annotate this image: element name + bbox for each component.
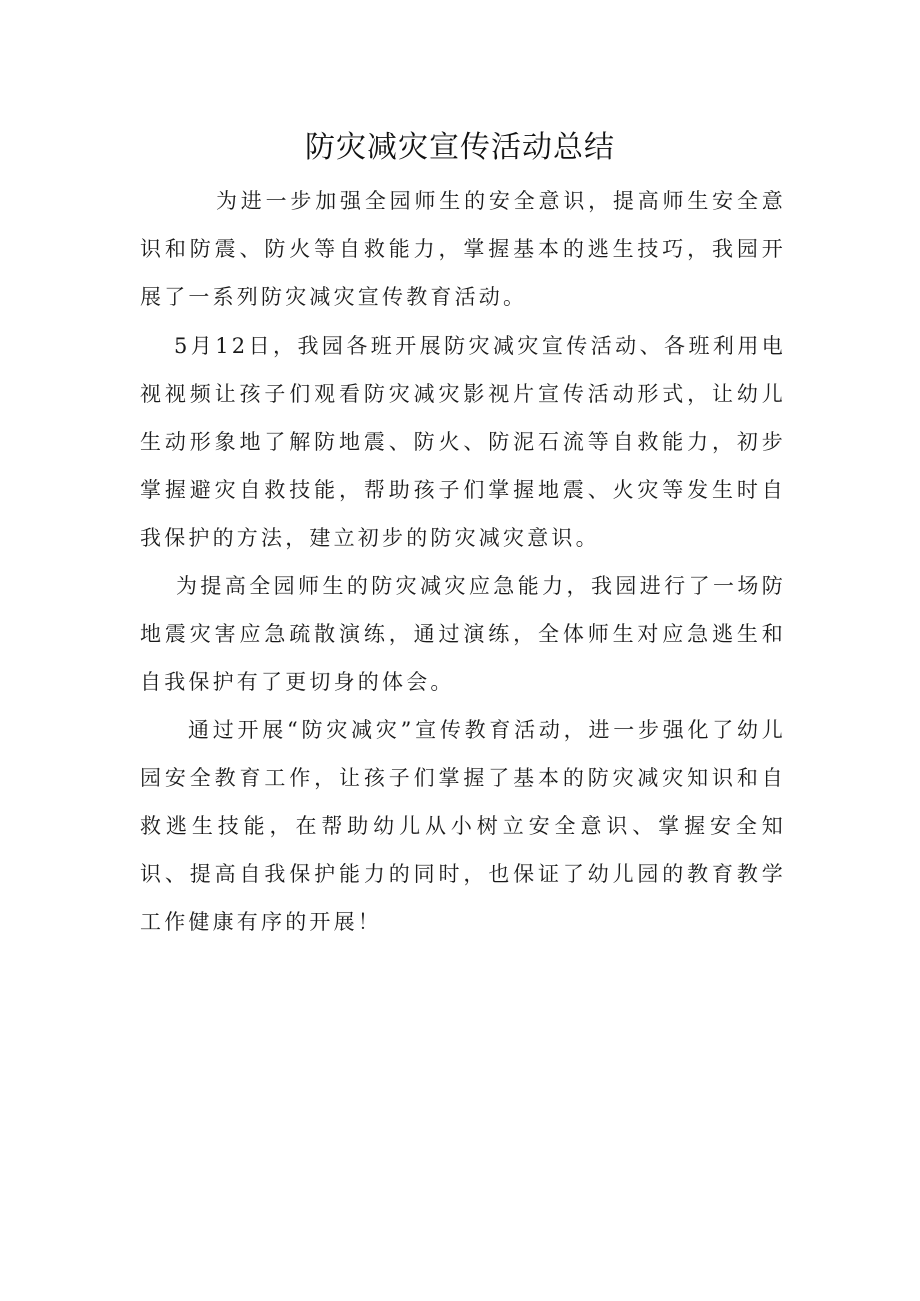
paragraph-evacuation-drill: 为提高全园师生的防灾减灾应急能力，我园进行了一场防地震灾害应急疏散演练，通过演练，全体师生对应急逃生和自我保护有了更切身的体会。 xyxy=(140,574,786,694)
paragraph-may-12-activity: 5月12日，我园各班开展防灾减灾宣传活动、各班利用电视视频让孩子们观看防灾减灾影视片宣传活动形式，让幼儿生动形象地了解防地震、防火、防泥石流等自救能力，初步掌握避灾自救技能，帮助孩子们掌握地震、火灾等发生时自我保护的方法，建立初步的防灾减灾意识。 xyxy=(140,334,786,550)
document-title: 防灾减灾宣传活动总结 xyxy=(305,130,615,165)
paragraph-intro: 为进一步加强全园师生的安全意识，提高师生安全意识和防震、防火等自救能力，掌握基本的逃生技巧，我园开展了一系列防灾减灾宣传教育活动。 xyxy=(140,189,786,309)
paragraph-conclusion: 通过开展“防灾减灾”宣传教育活动，进一步强化了幼儿园安全教育工作，让孩子们掌握了基本的防灾减灾知识和自救逃生技能，在帮助幼儿从小树立安全意识、掌握安全知识、提高自我保护能力的同时，也保证了幼儿园的教育教学工作健康有序的开展！ xyxy=(140,718,786,934)
